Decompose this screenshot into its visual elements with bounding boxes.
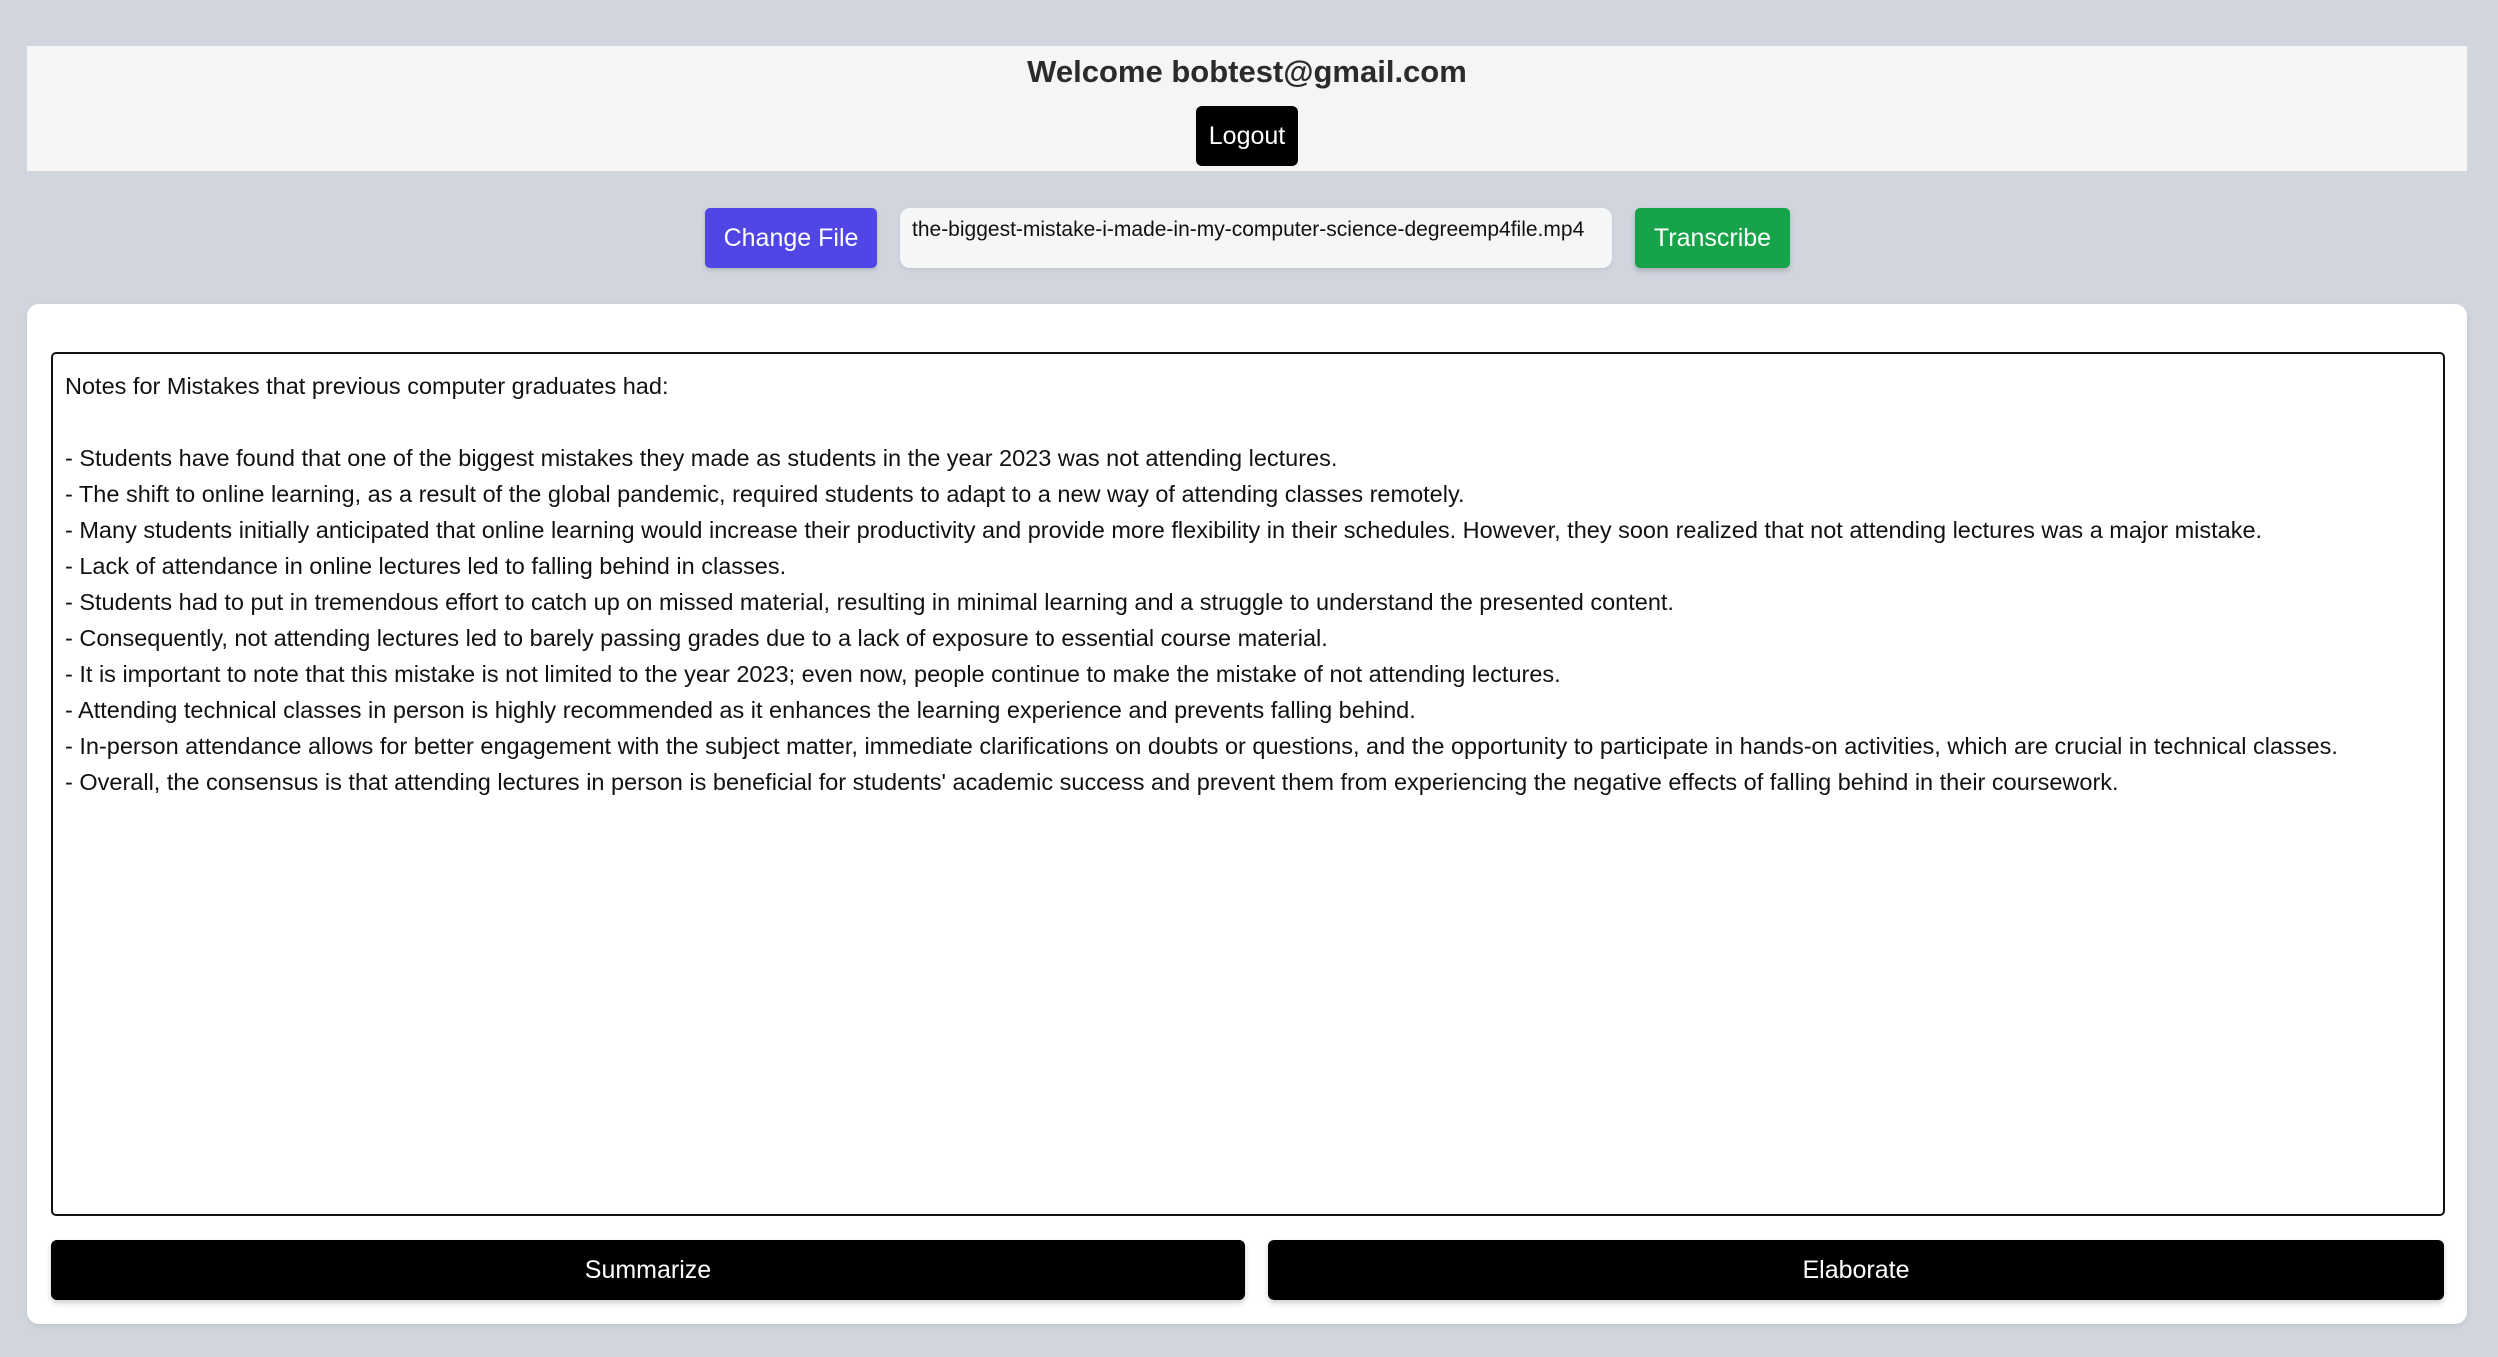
- summarize-button[interactable]: Summarize: [51, 1240, 1245, 1300]
- file-bar: [0, 208, 2498, 268]
- notes-card: [27, 304, 2467, 1324]
- welcome-text: Welcome bobtest@gmail.com: [1027, 54, 1467, 89]
- change-file-button[interactable]: Change File: [705, 208, 877, 268]
- elaborate-button[interactable]: Elaborate: [1268, 1240, 2444, 1300]
- header-bar: [27, 46, 2467, 171]
- notes-textarea[interactable]: [51, 352, 2445, 1216]
- selected-file-name: the-biggest-mistake-i-made-in-my-computer-science-degreemp4file.mp4: [900, 208, 1612, 268]
- transcribe-button[interactable]: Transcribe: [1635, 208, 1790, 268]
- logout-button[interactable]: Logout: [1196, 106, 1298, 166]
